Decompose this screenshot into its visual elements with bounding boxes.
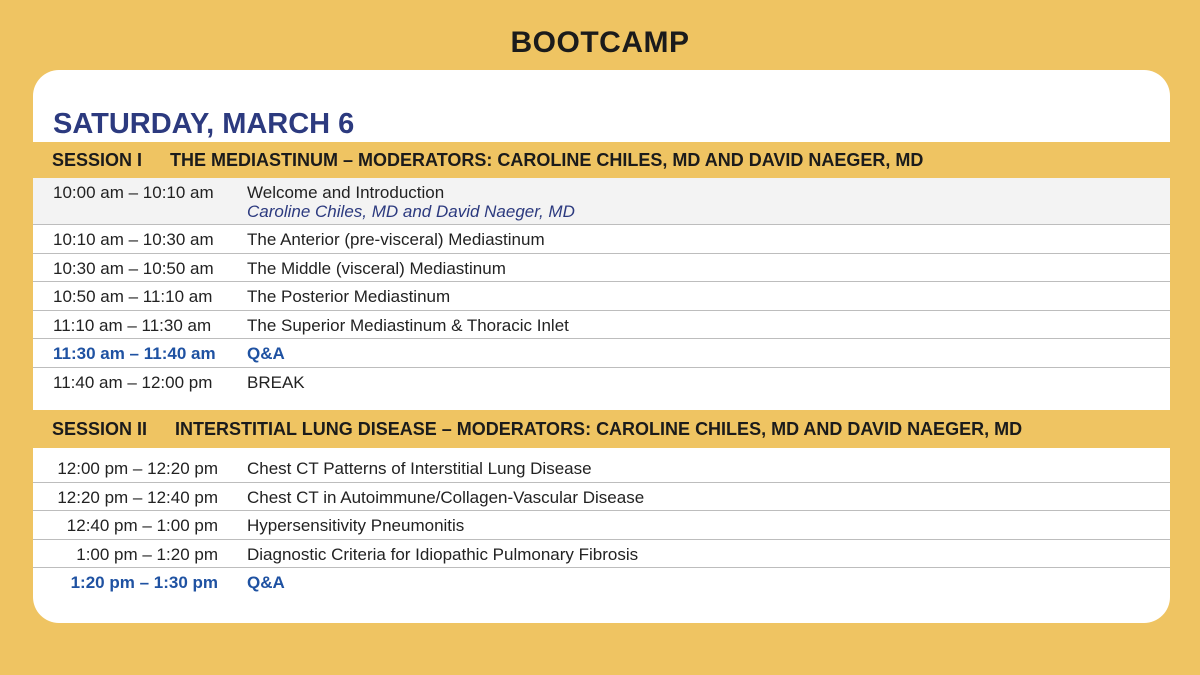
agenda-title: Hypersensitivity Pneumonitis — [247, 516, 465, 535]
agenda-row — [33, 483, 1170, 512]
agenda-title: Q&A — [247, 573, 285, 592]
session-name: INTERSTITIAL LUNG DISEASE – MODERATORS: CAROLINE CHILES, MD AND DAVID NAEGER, MD — [175, 418, 1023, 439]
agenda-title: The Middle (visceral) Mediastinum — [247, 258, 506, 278]
agenda-time: 10:30 am – 10:50 am — [53, 258, 214, 278]
session-name: THE MEDIASTINUM – MODERATORS: CAROLINE CHILES, MD AND DAVID NAEGER, MD — [170, 149, 924, 170]
agenda-time: 10:50 am – 11:10 am — [53, 287, 213, 306]
agenda-time: 11:10 am – 11:30 am — [53, 315, 212, 335]
agenda-speaker: Caroline Chiles, MD and David Naeger, MD — [247, 202, 575, 221]
session-header — [33, 410, 1170, 448]
agenda-time: 1:00 pm – 1:20 pm — [76, 544, 218, 564]
day-heading: SATURDAY, MARCH 6 — [53, 108, 355, 140]
agenda-time: 10:00 am – 10:10 am — [53, 183, 214, 202]
agenda-row-qa — [33, 568, 1170, 597]
agenda-title: BREAK — [247, 372, 305, 392]
agenda-title: Q&A — [247, 344, 285, 363]
agenda-time: 12:00 pm – 12:20 pm — [57, 459, 218, 478]
session-number: SESSION II — [52, 418, 148, 439]
agenda-row — [33, 540, 1170, 569]
agenda-time: 11:30 am – 11:40 am — [53, 344, 216, 363]
agenda-time: 10:10 am – 10:30 am — [53, 230, 214, 249]
agenda-row — [33, 368, 1170, 397]
agenda-title: Chest CT Patterns of Interstitial Lung Disease — [247, 459, 592, 478]
page-title: BOOTCAMP — [510, 26, 690, 59]
agenda-title: Welcome and Introduction — [247, 183, 445, 202]
agenda-row-qa — [33, 339, 1170, 368]
agenda-title: The Posterior Mediastinum — [247, 287, 451, 306]
agenda-time: 11:40 am – 12:00 pm — [53, 372, 213, 392]
schedule-card — [33, 70, 1170, 623]
session-header — [33, 142, 1170, 178]
agenda-row — [33, 511, 1170, 540]
agenda-title: The Anterior (pre-visceral) Mediastinum — [247, 230, 545, 249]
agenda-time: 12:40 pm – 1:00 pm — [66, 516, 218, 535]
agenda-row — [33, 178, 1170, 225]
agenda-title: Chest CT in Autoimmune/Collagen-Vascular Disease — [247, 487, 645, 507]
agenda-row — [33, 454, 1170, 483]
agenda-row — [33, 282, 1170, 311]
agenda-time: 12:20 pm – 12:40 pm — [57, 487, 218, 507]
agenda-title: Diagnostic Criteria for Idiopathic Pulmonary Fibrosis — [247, 544, 639, 564]
agenda-row — [33, 225, 1170, 254]
agenda-title: The Superior Mediastinum & Thoracic Inlet — [247, 315, 569, 335]
agenda-row — [33, 254, 1170, 283]
agenda-time: 1:20 pm – 1:30 pm — [70, 573, 218, 592]
session-agenda — [33, 178, 1170, 396]
session-number: SESSION I — [52, 149, 143, 170]
session-agenda — [33, 454, 1170, 597]
agenda-row — [33, 311, 1170, 340]
